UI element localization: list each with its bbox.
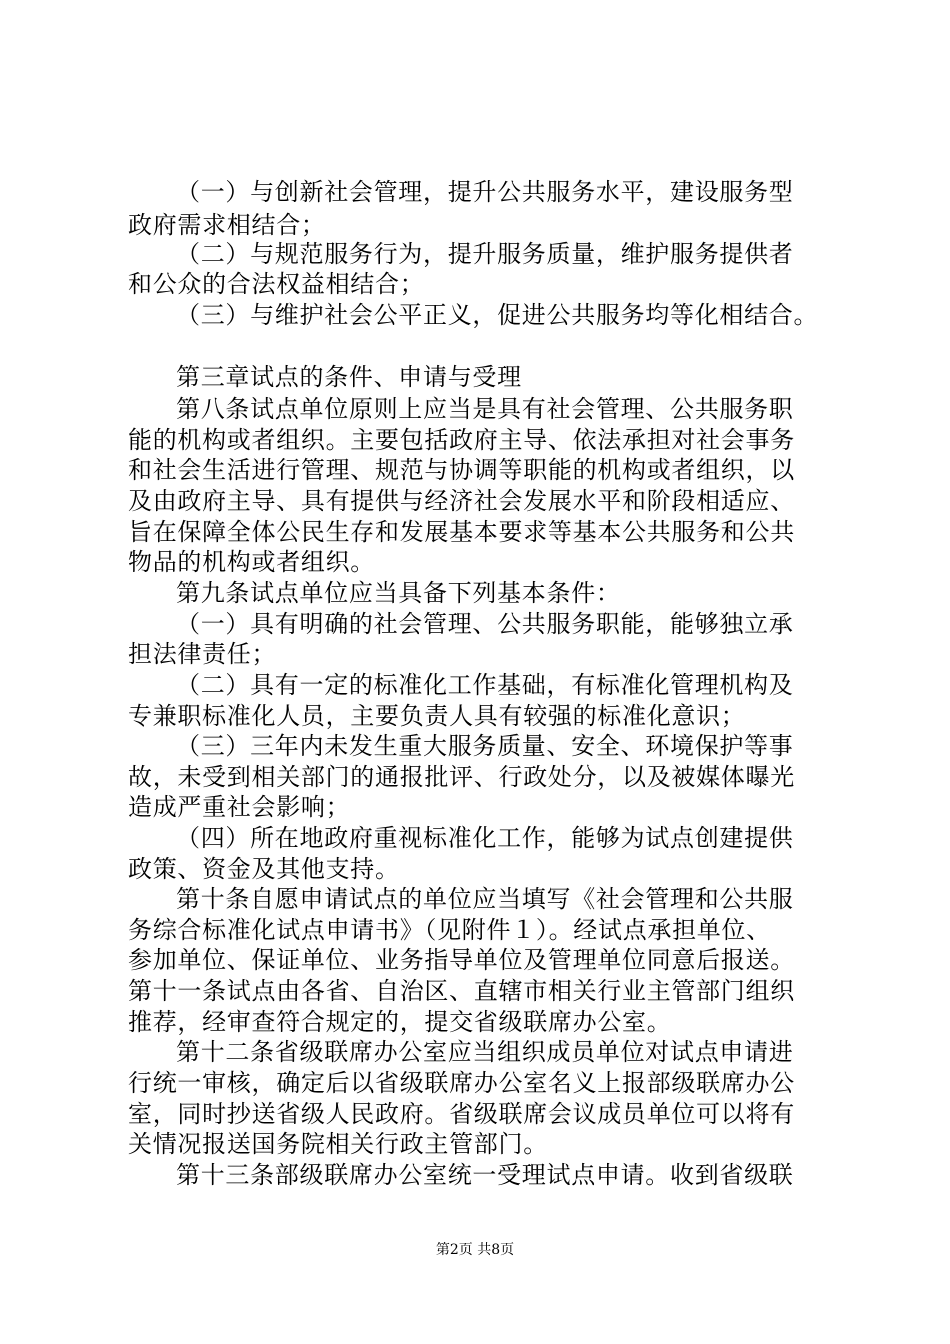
- text-line: 和公众的合法权益相结合；: [128, 270, 425, 298]
- text-line: （一）与创新社会管理，提升公共服务水平，建设服务型: [176, 178, 794, 206]
- text-line: （一）具有明确的社会管理、公共服务职能，能够独立承: [176, 610, 794, 638]
- text-line: 造成严重社会影响；: [128, 793, 351, 821]
- text-line: （三）三年内未发生重大服务质量、安全、环境保护等事: [176, 732, 794, 760]
- text-line: 务综合标准化试点申请书》（见附件１）。经试点承担单位、: [128, 916, 771, 944]
- chapter-heading: 第三章试点的条件、申请与受理: [176, 363, 522, 391]
- text-line: 政策、资金及其他支持。: [128, 855, 400, 883]
- text-line: 担法律责任；: [128, 640, 277, 668]
- text-line: 第十三条部级联席办公室统一受理试点申请。收到省级联: [176, 1161, 794, 1189]
- text-line: 第十二条省级联席办公室应当组织成员单位对试点申请进: [176, 1038, 794, 1066]
- text-line: 及由政府主导、具有提供与经济社会发展水平和阶段相适应、: [128, 487, 795, 515]
- text-line: 关情况报送国务院相关行政主管部门。: [128, 1130, 548, 1158]
- text-line: 行统一审核，确定后以省级联席办公室名义上报部级联席办公: [128, 1069, 795, 1097]
- text-line: 和社会生活进行管理、规范与协调等职能的机构或者组织，以: [128, 456, 795, 484]
- text-line: 第九条试点单位应当具备下列基本条件：: [176, 579, 621, 607]
- text-line: （二）具有一定的标准化工作基础，有标准化管理机构及: [176, 671, 794, 699]
- text-line: 物品的机构或者组织。: [128, 548, 375, 576]
- text-line: 故，未受到相关部门的通报批评、行政处分，以及被媒体曝光: [128, 763, 795, 791]
- text-line: （三）与维护社会公平正义，促进公共服务均等化相结合。: [176, 301, 819, 329]
- text-line: 推荐，经审查符合规定的，提交省级联席办公室。: [128, 1008, 672, 1036]
- text-line: 旨在保障全体公民生存和发展基本要求等基本公共服务和公共: [128, 518, 795, 546]
- text-line: （二）与规范服务行为，提升服务质量，维护服务提供者: [176, 240, 794, 268]
- page-footer: 第2页 共8页: [435, 1242, 515, 1258]
- text-line: 第八条试点单位原则上应当是具有社会管理、公共服务职: [176, 395, 794, 423]
- text-line: 政府需求相结合；: [128, 211, 326, 239]
- text-line: 室，同时抄送省级人民政府。省级联席会议成员单位可以将有: [128, 1100, 795, 1128]
- text-line: 第十条自愿申请试点的单位应当填写《社会管理和公共服: [176, 885, 794, 913]
- text-line: 第十一条试点由各省、自治区、直辖市相关行业主管部门组织: [128, 977, 795, 1005]
- text-line: 参加单位、保证单位、业务指导单位及管理单位同意后报送。: [128, 946, 795, 974]
- text-line: 专兼职标准化人员，主要负责人具有较强的标准化意识；: [128, 702, 746, 730]
- text-line: （四）所在地政府重视标准化工作，能够为试点创建提供: [176, 824, 794, 852]
- text-line: 能的机构或者组织。主要包括政府主导、依法承担对社会事务: [128, 426, 795, 454]
